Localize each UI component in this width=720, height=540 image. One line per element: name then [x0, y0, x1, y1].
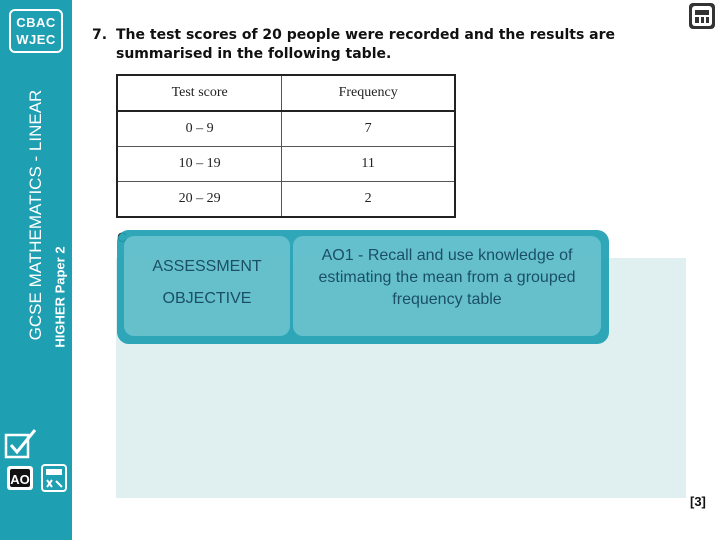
- calculator-icon[interactable]: [40, 463, 68, 493]
- cell-frequency: 7: [282, 111, 455, 147]
- assessment-label-panel: [124, 236, 290, 336]
- cell-score: 0 – 9: [117, 111, 282, 147]
- table-row: [117, 111, 455, 147]
- wjec-logo: [9, 9, 63, 53]
- cell-score: 10 – 19: [117, 147, 282, 182]
- paper-subtitle: HIGHER Paper 2: [52, 246, 68, 348]
- question-text: The test scores of 20 people were recorded and the results are summarised in the following table.: [116, 27, 616, 62]
- frequency-table: [116, 74, 456, 218]
- question-number: 7.: [92, 27, 108, 43]
- header-frequency: Frequency: [282, 75, 455, 111]
- assessment-label: ASSESSMENT: [152, 258, 262, 275]
- ao-icon[interactable]: [6, 465, 34, 491]
- table-row: [117, 147, 455, 182]
- objective-label: OBJECTIVE: [162, 290, 252, 307]
- toolbox-icon[interactable]: [688, 2, 716, 30]
- header-test-score: Test score: [117, 75, 282, 111]
- logo-line-2: WJEC: [16, 32, 56, 47]
- table-row: [117, 182, 455, 218]
- cell-frequency: 2: [282, 182, 455, 218]
- logo-line-1: CBAC: [16, 15, 56, 30]
- svg-text:AO: AO: [10, 472, 30, 487]
- table-header-row: [117, 75, 455, 111]
- cell-score: 20 – 29: [117, 182, 282, 218]
- checkmark-icon[interactable]: [4, 427, 38, 461]
- marks-label: [3]: [690, 494, 706, 509]
- cell-frequency: 11: [282, 147, 455, 182]
- assessment-description: AO1 - Recall and use knowledge of estimating the mean from a grouped frequency table: [318, 247, 576, 308]
- course-title: GCSE MATHEMATICS - LINEAR: [26, 89, 45, 341]
